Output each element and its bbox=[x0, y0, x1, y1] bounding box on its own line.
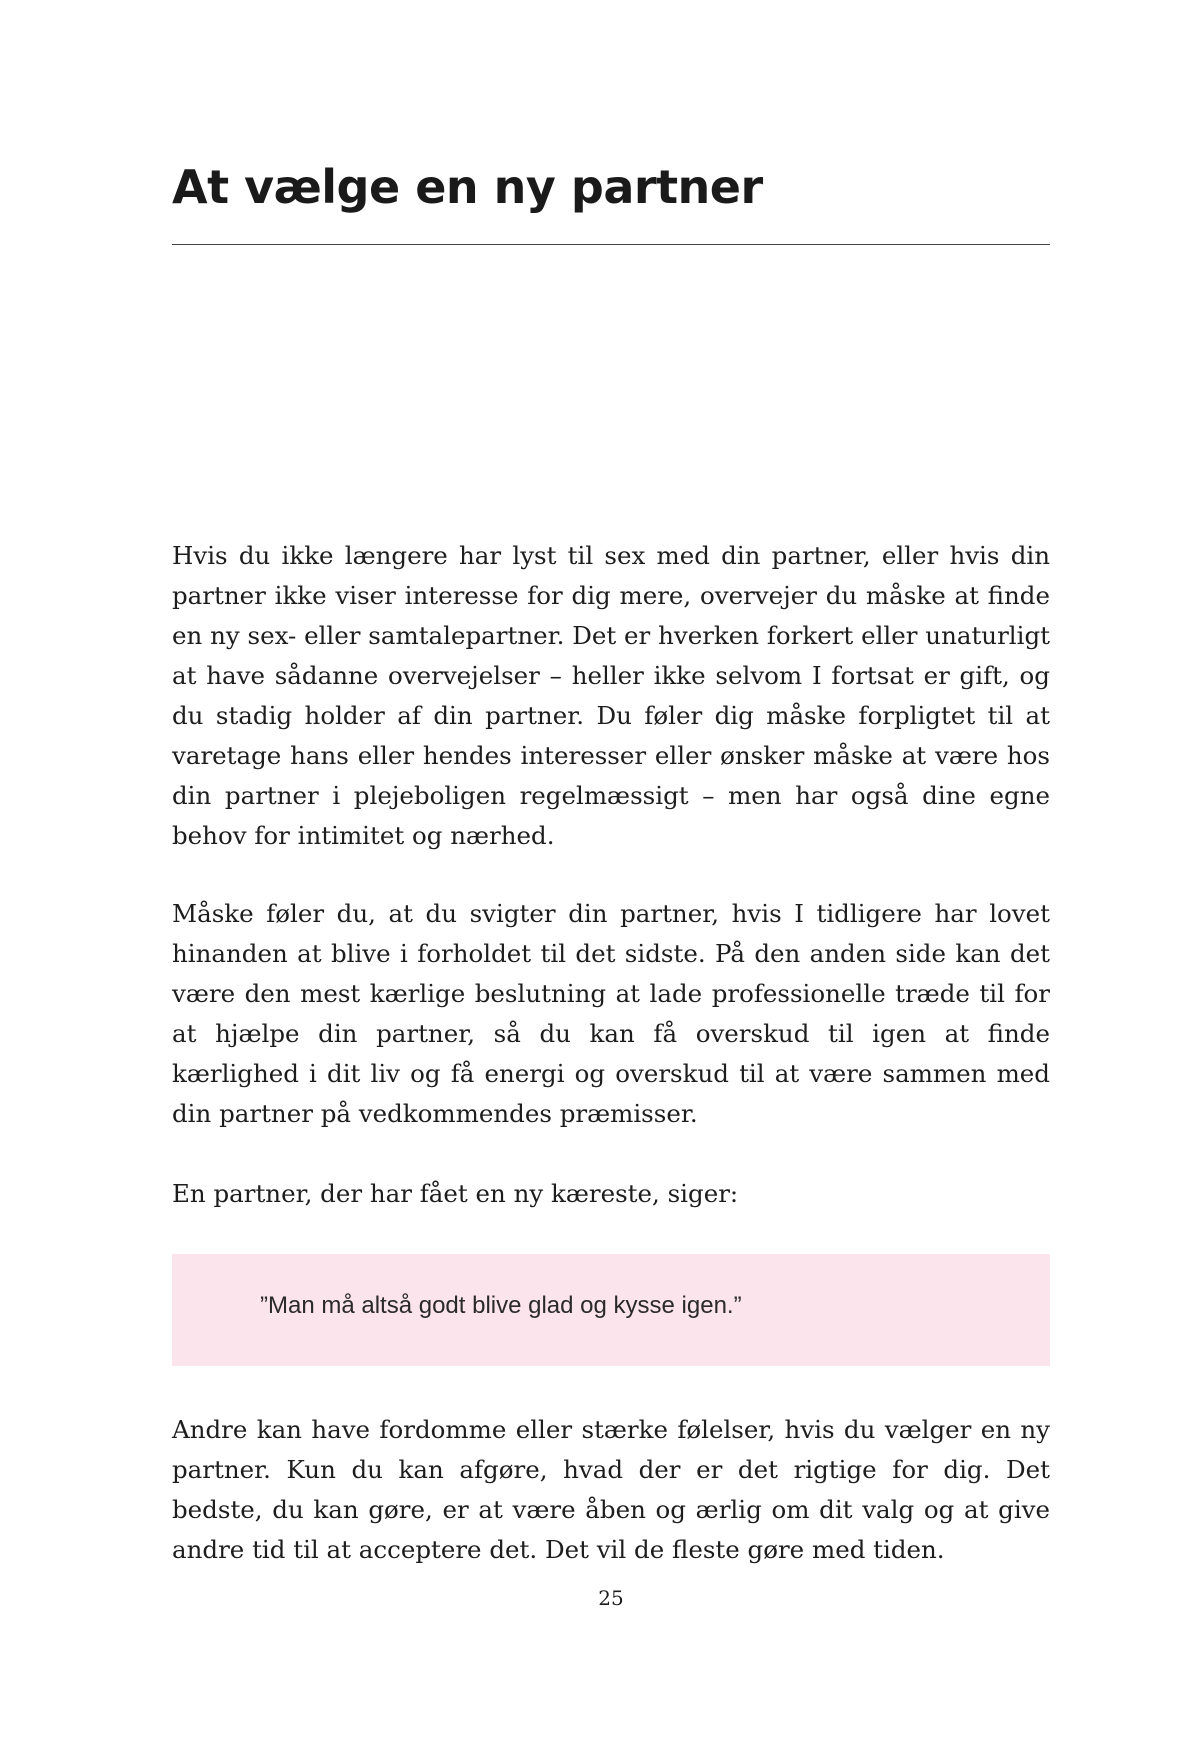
paragraph-2: Måske føler du, at du svigter din partner, hvis I tidligere har lovet hinanden at blive i forholdet til det sidste. På den anden side kan det være den mest kærlige beslutning at lade professionelle træde til for at hjælpe din partner, så du kan få overskud til igen at finde kærlighed i dit liv og få energi og overskud til at være sammen med din partner på vedkommendes præmisser. bbox=[172, 899, 1050, 1128]
quote-box bbox=[172, 1254, 1050, 1366]
page-title: At vælge en ny partner bbox=[172, 160, 763, 214]
paragraph-4: Andre kan have fordomme eller stærke følelser, hvis du vælger en ny partner. Kun du kan afgøre, hvad der er det rigtige for dig. Det bedste, du kan gøre, er at være åben og ærlig om dit valg og at give andre tid til at acceptere det. Det vil de fleste gøre med tiden. bbox=[172, 1415, 1050, 1564]
paragraph-3: En partner, der har fået en ny kæreste, siger: bbox=[172, 1179, 739, 1208]
page-number: 25 bbox=[598, 1586, 624, 1610]
quote-text: ”Man må altså godt blive glad og kysse igen.” bbox=[260, 1292, 742, 1319]
paragraph-1: Hvis du ikke længere har lyst til sex med din partner, eller hvis din partner ikke viser interesse for dig mere, overvejer du måske at finde en ny sex- eller samtalepartner. Det er hverken forkert eller unaturligt at have sådanne overvejelser – heller ikke selvom I fortsat er gift, og du stadig holder af din partner. Du føler dig måske forpligtet til at varetage hans eller hendes interesser eller ønsker måske at være hos din partner i plejeboligen regelmæssigt – men har også dine egne behov for intimitet og nærhed. bbox=[172, 541, 1050, 850]
title-divider bbox=[172, 244, 1050, 245]
